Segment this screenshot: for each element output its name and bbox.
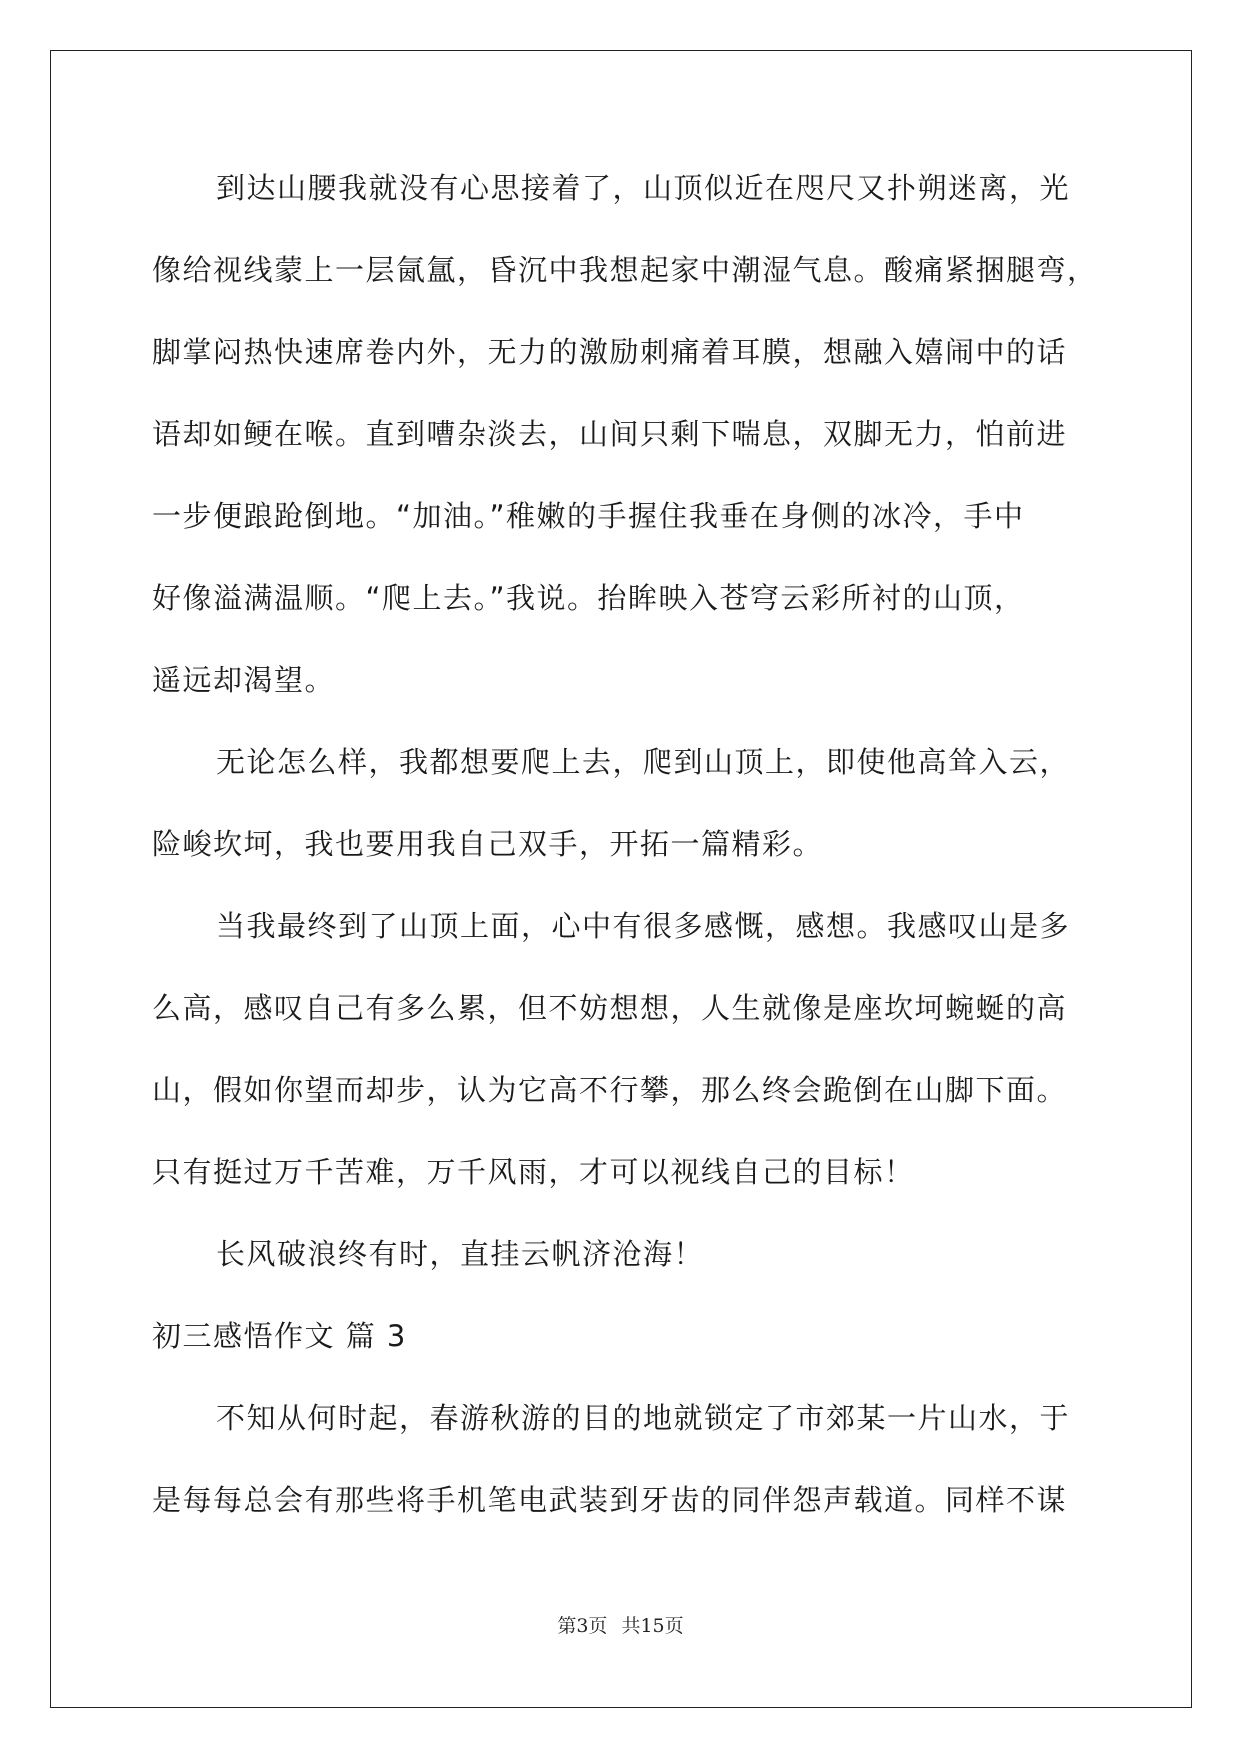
page-number-total: 共15页 (621, 1615, 684, 1637)
text-line: 无论怎么样，我都想要爬上去，爬到山顶上，即使他高耸入云， (216, 745, 1071, 779)
text-line: 么高，感叹自己有多么累，但不妨想想，人生就像是座坎坷蜿蜒的高 (152, 991, 1068, 1025)
text-line: 到达山腰我就没有心思接着了，山顶似近在咫尺又扑朔迷离，光 (216, 171, 1071, 205)
text-line: 遥远却渴望。 (152, 663, 336, 697)
document-body (152, 168, 1102, 1562)
text-line: 只有挺过万千苦难，万千风雨，才可以视线自己的目标！ (152, 1155, 915, 1189)
text-line: 好像溢满温顺。“爬上去。”我说。抬眸映入苍穹云彩所衬的山顶， (152, 581, 1025, 615)
text-line: 脚掌闷热快速席卷内外，无力的激励刺痛着耳膜，想融入嬉闹中的话 (152, 335, 1068, 369)
text-line: 长风破浪终有时，直挂云帆济沧海！ (216, 1237, 705, 1271)
text-line: 不知从何时起，春游秋游的目的地就锁定了市郊某一片山水，于 (216, 1401, 1071, 1435)
text-line: 一步便踉跄倒地。“加油。”稚嫩的手握住我垂在身侧的冰冷，手中 (152, 499, 1025, 533)
section-heading: 初三感悟作文 篇 3 (152, 1319, 407, 1353)
text-line: 当我最终到了山顶上面，心中有很多感慨，感想。我感叹山是多 (216, 909, 1071, 943)
text-line: 是每每总会有那些将手机笔电武装到牙齿的同伴怨声载道。同样不谋 (152, 1483, 1068, 1517)
text-line: 山，假如你望而却步，认为它高不行攀，那么终会跪倒在山脚下面。 (152, 1073, 1068, 1107)
text-line: 语却如鲠在喉。直到嘈杂淡去，山间只剩下喘息，双脚无力，怕前进 (152, 417, 1068, 451)
text-line: 险峻坎坷，我也要用我自己双手，开拓一篇精彩。 (152, 827, 824, 861)
text-line: 像给视线蒙上一层氤氲，昏沉中我想起家中潮湿气息。酸痛紧捆腿弯， (152, 253, 1098, 287)
page-number-current: 第3页 (557, 1615, 608, 1637)
page-footer (0, 1611, 1241, 1638)
